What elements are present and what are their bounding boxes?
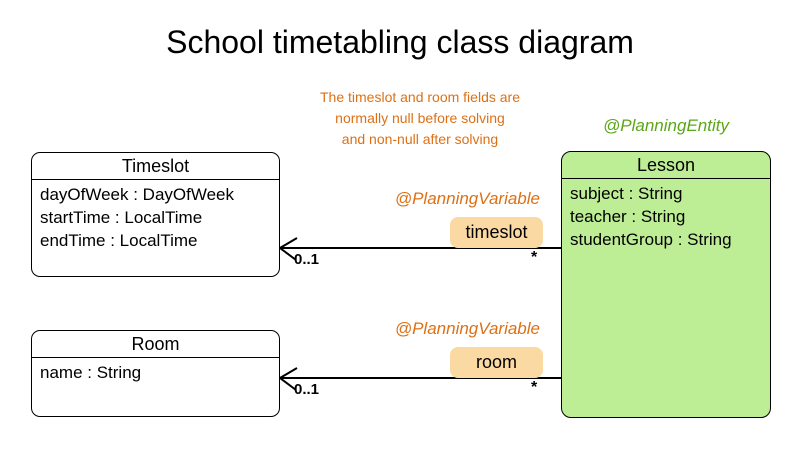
multiplicity-room-target: 0..1 <box>294 381 320 398</box>
attribute: dayOfWeek : DayOfWeek <box>40 185 234 204</box>
note-line: and non-null after solving <box>341 131 499 147</box>
class-box-room <box>31 330 280 417</box>
multiplicity-timeslot-target: 0..1 <box>294 251 320 268</box>
planning-variable-annotation-room: @PlanningVariable <box>394 319 540 338</box>
attribute: teacher : String <box>570 207 686 226</box>
note-line: The timeslot and room fields are <box>320 89 520 105</box>
class-attributes-timeslot <box>32 180 279 252</box>
association-label-room: room <box>450 347 543 378</box>
class-box-lesson <box>561 151 771 418</box>
attribute: name : String <box>40 363 142 382</box>
class-box-timeslot <box>31 152 280 277</box>
attribute: studentGroup : String <box>570 230 732 249</box>
attribute: endTime : LocalTime <box>40 231 198 250</box>
class-name-room: Room <box>32 331 279 358</box>
planning-variable-annotation-timeslot: @PlanningVariable <box>394 189 540 208</box>
class-name-lesson: Lesson <box>562 152 770 179</box>
class-attributes-lesson <box>562 179 770 251</box>
planning-entity-annotation: @PlanningEntity <box>603 116 729 135</box>
diagram-title: School timetabling class diagram <box>166 24 634 60</box>
note-line: normally null before solving <box>335 110 505 126</box>
multiplicity-timeslot-source: * <box>531 249 538 266</box>
class-attributes-room <box>32 358 279 384</box>
multiplicity-room-source: * <box>531 379 538 396</box>
attribute: subject : String <box>570 184 683 203</box>
attribute: startTime : LocalTime <box>40 208 203 227</box>
association-label-timeslot: timeslot <box>450 217 543 248</box>
class-name-timeslot: Timeslot <box>32 153 279 180</box>
